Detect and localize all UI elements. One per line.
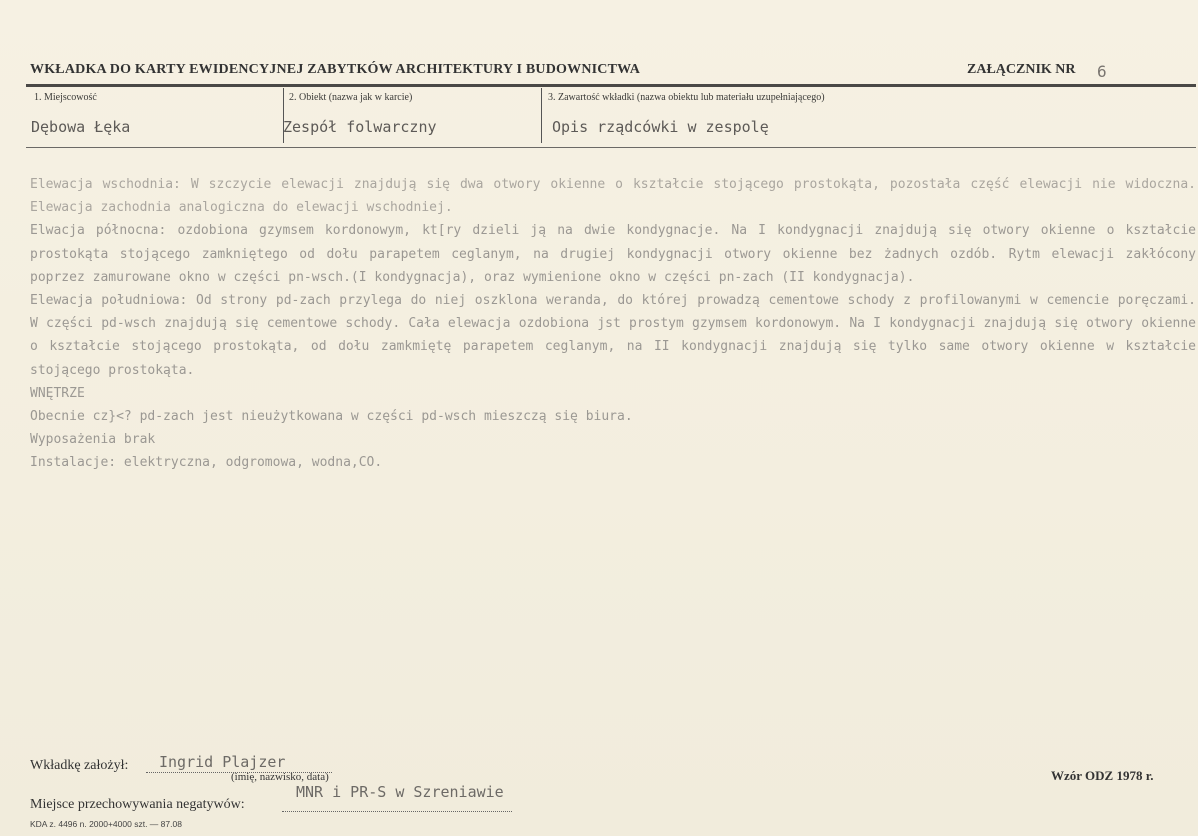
- paragraph-equipment: Wyposażenia brak: [30, 432, 156, 448]
- field-value-contents: Opis rządcówki w zespolę: [552, 118, 769, 136]
- storage-dotline: [282, 811, 512, 812]
- field-label-object: 2. Obiekt (nazwa jak w karcie): [289, 92, 413, 103]
- storage-value: MNR i PR-S w Szreniawie: [296, 783, 504, 801]
- annex-label: ZAŁĄCZNIK NR: [967, 62, 1076, 77]
- document-title: WKŁADKA DO KARTY EWIDENCYJNEJ ZABYTKÓW ARCHITEKTURY I BUDOWNICTWA: [30, 62, 641, 77]
- field-label-locality: 1. Miejscowość: [34, 92, 97, 103]
- paragraph-interior-heading: WNĘTRZE: [30, 385, 85, 401]
- field-value-locality: Dębowa Łęka: [31, 118, 131, 136]
- column-divider-2: [541, 88, 542, 143]
- paragraph-south: Elewacja południowa: Od strony pd-zach przylega do niej oszklona weranda, do której prowadzą cementowe schody z profilowanymi w cemencie poręczami. W części pd-wsch znajdują się cementowe schody. Cała elewacja ozdobiona jst prostym gzymsem kordonowym. Na I kondygnacji znajdują się otwory okienne o kształcie stojącego prostokąta, od dołu zamkmiętę parapetem ceglanym, na II kondygnacji znajdują się tylko same otwory okienne w kształcie stojącego prostokąta.: [30, 293, 1196, 378]
- paragraph-installations: Instalacje: elektryczna, odgromowa, wodna,CO.: [30, 455, 383, 471]
- storage-label: Miejsce przechowywania negatywów:: [30, 797, 245, 812]
- field-label-contents: 3. Zawartość wkładki (nazwa obiektu lub materiału uzupełniającego): [548, 92, 825, 103]
- paragraph-interior-use: Obecnie cz}<? pd-zach jest nieużytkowana w części pd-wsch mieszczą się biura.: [30, 409, 633, 425]
- fields-rule: [26, 147, 1196, 148]
- founder-label: Wkładkę założył:: [30, 758, 129, 773]
- founder-caption: (imię, nazwisko, data): [231, 771, 329, 783]
- founder-value: Ingrid Plajzer: [159, 753, 286, 771]
- paragraph-east-west: Elewacja wschodnia: W szczycie elewacji znajdują się dwa otwory okienne o kształcie stojącego prostokąta, pozostała część elewacji nie widoczna. Elewacja zachodnia analogiczna do elewacji wschodniej.: [30, 177, 1196, 216]
- form-identifier: Wzór ODZ 1978 r.: [1051, 768, 1154, 783]
- header-rule: [26, 84, 1196, 87]
- printer-note: KDA z. 4496 n. 2000+4000 szt. — 87.08: [30, 819, 182, 829]
- annex-number: 6: [1097, 62, 1107, 81]
- paragraph-north: Elwacja północna: ozdobiona gzymsem kordonowym, kt[ry dzieli ją na dwie kondygnacje. Na I kondygnacji znajdują się otwory okienne o kształcie prostokąta stojącego zamkniętego od dołu parapetem ceglanym, na drugiej kondygnacji otwory okienne bez żadnych ozdób. Rytm elewacji zakłócony poprzez zamurowane okno w części pn-wsch.(I kondygnacja), oraz wymienione okno w części pn-zach (II kondygnacja).: [30, 223, 1196, 285]
- description-text: [30, 173, 1196, 475]
- field-value-object: Zespół folwarczny: [283, 118, 437, 136]
